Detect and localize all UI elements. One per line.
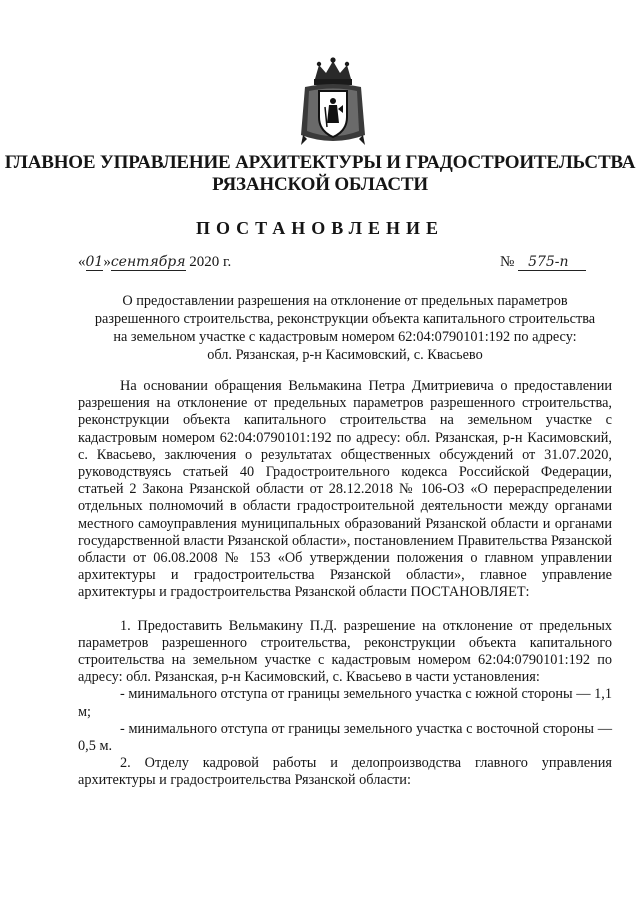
coat-of-arms-icon	[297, 55, 369, 151]
bullet-south-setback: - минимального отступа от границы земельного участка с южной стороны — 1,1 м;	[78, 686, 612, 720]
subject-line: на земельном участке с кадастровым номером 62:04:0790101:192 по адресу:	[113, 329, 577, 345]
date-close-quote: »	[103, 254, 111, 270]
item-1-paragraph: 1. Предоставить Вельмакину П.Д. разрешение на отклонение от предельных параметров разрешенного строительства, реконструкции объекта капитального строительства на земельном участке с кадастровым номером 62:04:0790101:192 по адресу: обл. Рязанская, р-н Касимовский, с. Квасьево в части установления:	[78, 617, 612, 686]
number-sign: №	[500, 254, 515, 270]
document-type-title: ПОСТАНОВЛЕНИЕ	[195, 218, 445, 238]
document-number	[500, 254, 586, 271]
date-month: сентября	[110, 254, 186, 270]
document-body	[78, 378, 612, 790]
subject-line: разрешенного строительства, реконструкции объекта капитального строительства	[94, 311, 596, 327]
date-open-quote: «	[78, 254, 86, 270]
date-year: 2020 г.	[189, 254, 232, 270]
date-day: 01	[85, 254, 104, 270]
org-title-line1: ГЛАВНОЕ УПРАВЛЕНИЕ АРХИТЕКТУРЫ И ГРАДОСТРОИТЕЛЬСТВА	[4, 152, 636, 173]
bullet-east-setback: - минимального отступа от границы земельного участка с восточной стороны — 0,5 м.	[78, 720, 612, 755]
preamble-paragraph: На основании обращения Вельмакина Петра Дмитриевича о предоставлении разрешения на отклонение от предельных параметров разрешенного строительства, реконструкции объекта капитального строительства на земельном участке с кадастровым номером 62:04:0790101:192 по адресу: обл. Рязанская, р-н Касимовский, с. Квасьево, заключения о результатах общественных обсуждений от 31.07.2020, руководствуясь статьей 40 Градостроительного кодекса Российской Федерации, статьей 2 Закона Рязанской области от 28.12.2018 № 106-ОЗ «О перераспределении отдельных полномочий в области градостроительной деятельности между органами местного самоуправления муниципальных образований Рязанской области и органами государственной власти Рязанской области», постановлением Правительства Рязанской области от 06.08.2008 № 153 «Об утверждении положения о главном управлении архитектуры и градостроительства Рязанской области», главное управление архитектуры и градостроительства Рязанской области ПОСТАНОВЛЯЕТ:	[78, 378, 612, 601]
document-date	[78, 254, 231, 271]
subject-line: О предоставлении разрешения на отклонение от предельных параметров	[122, 293, 568, 309]
item-2-paragraph: 2. Отделу кадровой работы и делопроизводства главного управления архитектуры и градостроительства Рязанской области:	[78, 755, 612, 789]
number-value: 575-п	[518, 254, 586, 271]
document-subject	[80, 292, 610, 364]
subject-line: обл. Рязанская, р-н Касимовский, с. Квасьево	[207, 347, 483, 363]
org-title-line2: РЯЗАНСКОЙ ОБЛАСТИ	[212, 174, 428, 195]
